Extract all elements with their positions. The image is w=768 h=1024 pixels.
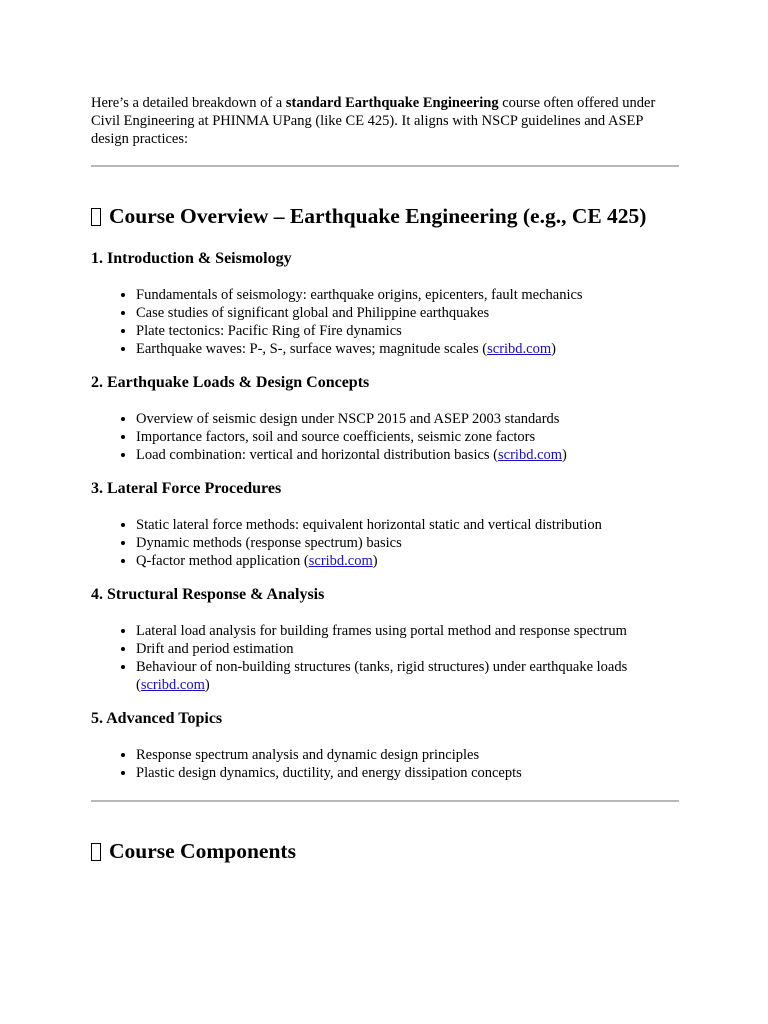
course-sections: [91, 249, 679, 782]
source-link[interactable]: scribd.com: [487, 341, 552, 357]
bullet-text: Lateral load analysis for building frames using portal method and response spectrum: [136, 623, 627, 639]
missing-glyph-box-icon: [91, 843, 101, 861]
section-heading: 5. Advanced Topics: [91, 710, 223, 727]
section-bullet-list: [91, 410, 679, 464]
horizontal-rule-bottom: [91, 800, 679, 802]
section-bullet-list: [91, 746, 679, 782]
bullet-item: [136, 516, 679, 534]
section-heading: 3. Lateral Force Procedures: [91, 480, 282, 497]
bullet-item: [136, 340, 679, 358]
bullet-text: Drift and period estimation: [136, 641, 294, 657]
bullet-item: [136, 446, 679, 464]
section-heading: 4. Structural Response & Analysis: [91, 586, 325, 603]
bullet-text-close: ): [372, 553, 378, 569]
horizontal-rule-top: [91, 165, 679, 167]
bullet-text: Load combination: vertical and horizontal distribution basics (: [136, 447, 499, 463]
bullet-text: Behaviour of non-building structures (tanks, rigid structures) under earthquake loads (: [136, 659, 628, 693]
bullet-text: Plate tectonics: Pacific Ring of Fire dynamics: [136, 323, 402, 339]
course-overview-heading: [91, 203, 679, 229]
bullet-item: [136, 322, 679, 340]
source-link[interactable]: scribd.com: [498, 447, 563, 463]
bullet-item: [136, 428, 679, 446]
missing-glyph-box-icon: [91, 208, 101, 226]
intro-text-start: Here’s a detailed breakdown of a: [91, 95, 286, 111]
section-bullet-list: [91, 516, 679, 570]
bullet-item: [136, 622, 679, 640]
section-heading: 2. Earthquake Loads & Design Concepts: [91, 374, 370, 391]
bullet-text: Q-factor method application (: [136, 553, 309, 569]
bullet-text: Fundamentals of seismology: earthquake origins, epicenters, fault mechanics: [136, 287, 583, 303]
bullet-text: Response spectrum analysis and dynamic design principles: [136, 747, 480, 763]
bullet-text: Static lateral force methods: equivalent horizontal static and vertical distribution: [136, 517, 602, 533]
intro-paragraph: [91, 94, 679, 148]
bullet-text: Case studies of significant global and Philippine earthquakes: [136, 305, 490, 321]
bullet-item: [136, 304, 679, 322]
bullet-text: Plastic design dynamics, ductility, and energy dissipation concepts: [136, 765, 522, 781]
bullet-text: Dynamic methods (response spectrum) basics: [136, 535, 402, 551]
course-components-title: Course Components: [109, 839, 296, 863]
bullet-item: [136, 552, 679, 570]
bullet-text: Overview of seismic design under NSCP 2015 and ASEP 2003 standards: [136, 411, 560, 427]
bullet-item: [136, 286, 679, 304]
section-bullet-list: [91, 286, 679, 358]
source-link[interactable]: scribd.com: [140, 677, 205, 693]
bullet-item: [136, 410, 679, 428]
intro-text-end: course often offered under Civil Engineering at PHINMA UPang (like CE 425). It aligns with NSCP guidelines and ASEP design practices:: [91, 95, 656, 147]
bullet-item: [136, 746, 679, 764]
bullet-text-close: ): [551, 341, 556, 357]
intro-bold-text: standard Earthquake Engineering: [285, 95, 499, 111]
document-content: [91, 94, 679, 864]
section-bullet-list: [91, 622, 679, 694]
bullet-text-close: ): [204, 677, 210, 693]
bullet-item: [136, 658, 679, 694]
bullet-text: Earthquake waves: P-, S-, surface waves; magnitude scales (: [136, 341, 488, 357]
bullet-item: [136, 640, 679, 658]
section-heading: 1. Introduction & Seismology: [91, 250, 292, 267]
bullet-text: Importance factors, soil and source coefficients, seismic zone factors: [136, 429, 536, 445]
bullet-item: [136, 764, 679, 782]
source-link[interactable]: scribd.com: [308, 553, 373, 569]
course-overview-title: Course Overview – Earthquake Engineering (e.g., CE 425): [109, 204, 647, 228]
course-components-heading: [91, 838, 679, 864]
bullet-item: [136, 534, 679, 552]
bullet-text-close: ): [562, 447, 567, 463]
